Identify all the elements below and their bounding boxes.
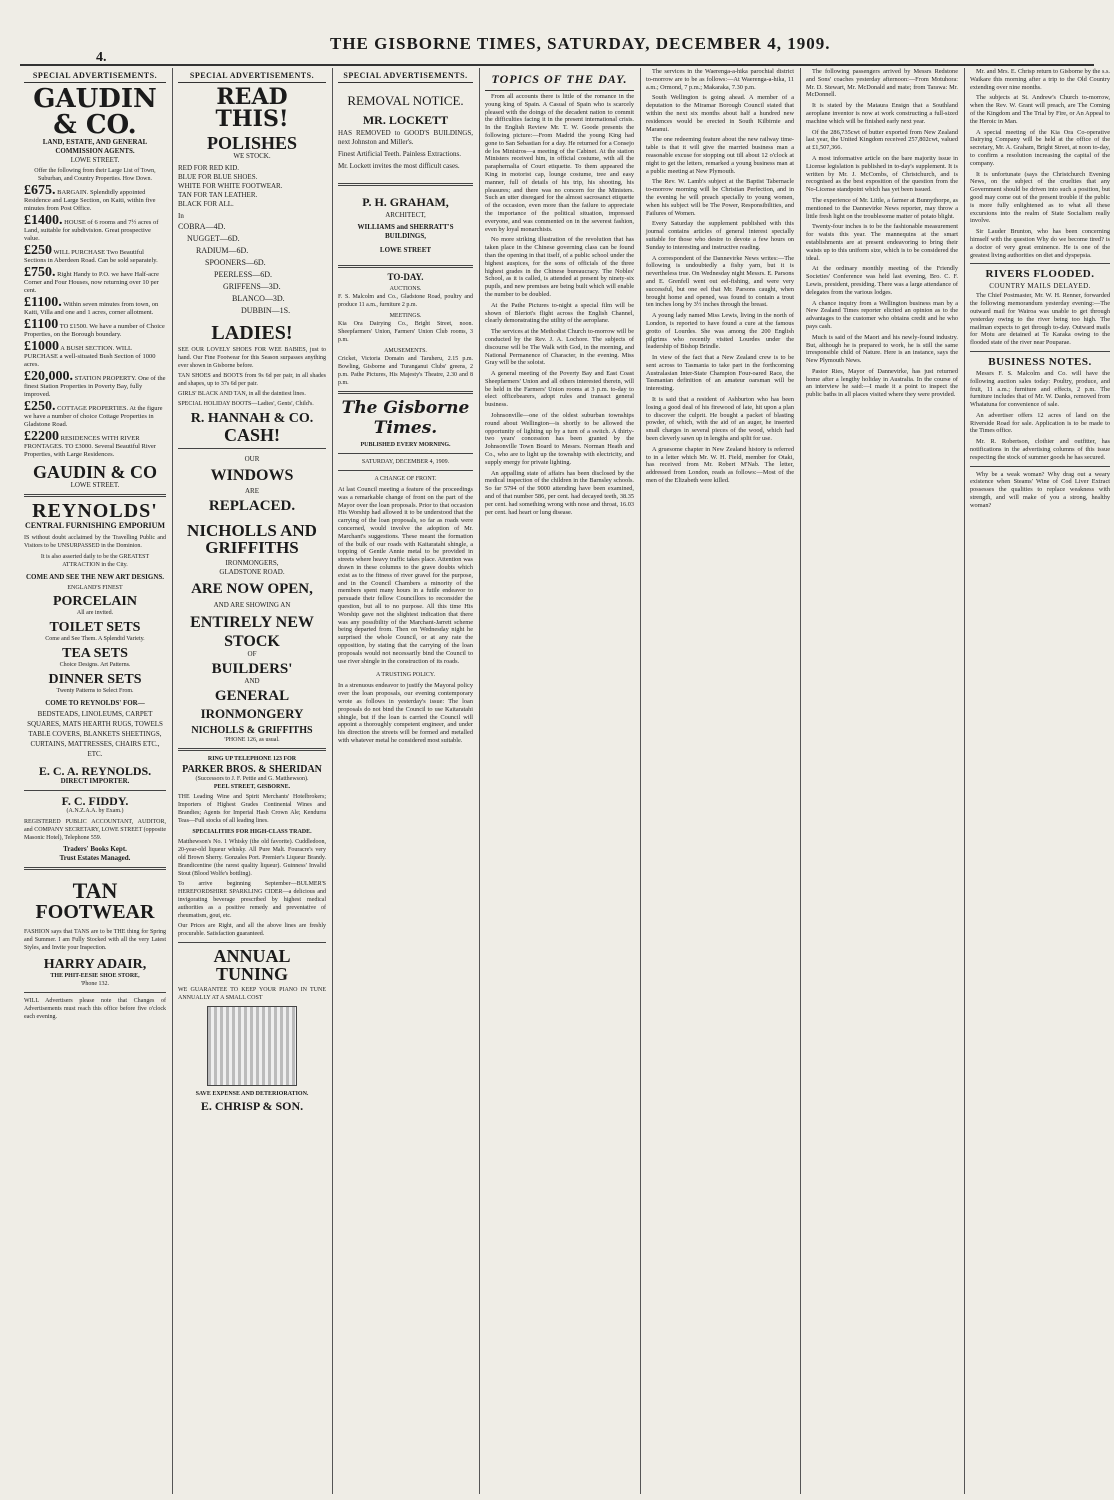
topics-article	[485, 93, 634, 516]
property-listing	[24, 369, 166, 399]
property-price: £1400.	[24, 213, 63, 228]
divider	[338, 391, 473, 394]
stock-lines	[178, 164, 326, 209]
divider	[338, 453, 473, 454]
lockett-text: Mr. Lockett invites the most difficult cases.	[338, 162, 460, 170]
news-paragraph: The one redeeming feature about the new railway time-table is that it will give the married business man a reasonable excuse for stopping out till about 12 o'clock at night to get the letters, remarked a young business man at a public meeting at New Plymouth.	[646, 136, 794, 175]
architect-label: ARCHITECT,	[385, 211, 426, 219]
fiddy-traders: Traders' Books Kept.	[63, 845, 127, 853]
adair-name: HARRY ADAIR,	[43, 957, 147, 972]
meetings-text: Kia Ora Dairying Co., Bright Street, noon. Sheepfarmers' Union, Farmers' Union Club rooms, 3 p.m.	[338, 321, 473, 343]
column-rule	[479, 68, 480, 1494]
tea-sub: Choice Designs. Art Patterns.	[59, 662, 131, 668]
gaudin-title: GAUDIN & CO.	[33, 84, 157, 140]
polish-item: PEERLESS—6D.	[214, 270, 273, 279]
topic-paragraph: No more striking illustration of the revolution that has taken place in the Chinese governing class can be found than the opening in that itself, of a public school under the highest auspices, for the sons of officials of the three highest grades in the Chinese bureaucracy. The Nobles' School, as it is called, is attended at present by ninety-six pupils, and new premises are being built which will enable the number to be doubled.	[485, 236, 634, 298]
property-price: £1000	[24, 339, 59, 354]
nicholls-heading: NICHOLLS AND GRIFFITHS	[187, 521, 317, 557]
ring-label: RING UP TELEPHONE 123 FOR	[207, 756, 297, 762]
today-heading: TO-DAY.	[387, 272, 424, 282]
gaudin-intro: Offer the following from their Large List of Town, Suburban, and Country Properties. How Down.	[34, 168, 156, 182]
news-paragraph: A chance inquiry from a Wellington business man by a New Zealand Times reporter elicited an opinion as to the advantages to the customer who obtains credit and he who pays cash.	[806, 299, 958, 330]
ladies-text: TAN SHOES and BOOTS from 9s 6d per pair, in all shades and shapes, up to 37s 6d per pair.	[178, 373, 326, 387]
hannah-name: R. HANNAH & CO.	[190, 411, 314, 426]
property-price: £2200	[24, 429, 59, 444]
annual-heading: ANNUAL	[213, 946, 291, 966]
ironmongery-heading: IRONMONGERY	[200, 706, 304, 721]
trust-title: A TRUSTING POLICY.	[376, 672, 435, 679]
news-paragraph: Twenty-four inches is to be the fashionable measurement for waists this year. The mannequins at the smart establishments are at present endeavoring to bring their waists up to this uniform size, which is to be considered the ideal.	[806, 223, 958, 262]
topic-paragraph: Johnsonville—one of the oldest suburban townships round about Wellington—is shortly to be allowed the opportunity of lighting up by a turn of a switch. A thirty-two years' concession has been granted by the Johnsonville Town Board to Messrs. Norman Heath and Co., who are to light up the township with electricity, and supply energy for private lighting.	[485, 412, 634, 466]
piano-illustration	[207, 1006, 297, 1086]
rivers-paragraph: The Chief Postmaster, Mr. W. H. Renner, forwarded the following memorandum yesterday evening:—The outward mail for Wairoa was unable to get through yesterday owing to the river being too high. The mailman expects to get through to-day. Outward mails for Motu are detained at Te Karaka owing to the flooded state of the river near Pouparae.	[970, 292, 1110, 347]
porcelain-heading: PORCELAIN	[52, 594, 137, 609]
property-text: A BUSH SECTION. WILL PURCHASE a well-situated Bush Section of 1000 acres.	[24, 345, 156, 368]
column-header: SPECIAL ADVERTISEMENTS.	[178, 68, 326, 83]
property-listing	[24, 243, 166, 265]
column-rule	[640, 68, 641, 1494]
property-text: COTTAGE PROPERTIES. At the figure we have a number of choice Cottage Properties in Gladstone Road.	[24, 405, 163, 428]
graham-name: P. H. GRAHAM,	[362, 195, 449, 209]
property-text: HOUSE of 6 rooms and 7½ acres of Land, suitable for subdivision. Great prospective value.	[24, 219, 159, 242]
entirely-heading: ENTIRELY NEW	[190, 614, 314, 631]
read-this-title: READ THIS!	[215, 84, 289, 132]
column-4	[481, 68, 638, 1494]
news-paragraph: A most informative article on the bare majority issue in License legislation is published in to-day's supplement. It is written by Mr. J. McCombs, of Christchurch, and is recognised as the best exposition of the question from the No-License standpoint which has yet been issued.	[806, 154, 958, 194]
adair-phone: 'Phone 132.	[80, 981, 110, 987]
news-paragraph: The Rev. W. Lamb's subject at the Baptist Tabernacle to-morrow morning will be Christian Perfection, and in the evening he will preach specially to young women, when his subject will be The Power, Responsibilities, and Failures of Women.	[646, 178, 794, 217]
parker-sub: (Successors to J. F. Pettie and G. Matthewson).	[195, 776, 309, 782]
lowe-label: LOWE STREET	[379, 246, 432, 254]
stock-line: RED FOR RED KID.	[178, 164, 240, 172]
column-6	[802, 68, 962, 1494]
polish-item: NUGGET—6D.	[187, 234, 240, 243]
masthead	[0, 0, 1114, 65]
general-heading: GENERAL	[214, 688, 290, 704]
rivers-subtitle: COUNTRY MAILS DELAYED.	[989, 282, 1091, 291]
tan-text: FASHION says that TANS are to be THE thing for Spring and Summer. I am Fully Stocked with all the very Latest Styles, and Invite your Inspection.	[24, 929, 166, 951]
divider	[970, 351, 1110, 352]
come-to: COME TO REYNOLDS' FOR—	[45, 699, 145, 707]
news-paragraph: Pastor Ries, Mayor of Dannevirke, has just returned home after a lengthy holiday in Australia. In the course of an interview he said:—I made it a point to inspect the public baths in all places visited where they were provided.	[806, 367, 958, 399]
column-rule	[800, 68, 801, 1494]
news-paragraph: In view of the fact that a New Zealand crew is to be sent across to Tasmania to take part in the forthcoming Australasian Inter-State Champion Four-oared Race, the Tasmanian definition of an amateur oarsman will be interesting.	[646, 354, 794, 393]
news-paragraph: At the ordinary monthly meeting of the Friendly Societies' Conference was held last evening, Bro. C. F. Lewis, president, presiding. There was a large attendance of delegates from the various lodges.	[806, 265, 958, 296]
property-price: £250	[24, 243, 52, 258]
showing-label: AND ARE SHOWING AN	[213, 601, 291, 609]
property-text: TO £1500. We have a number of Choice Properties, on the Borough boundary.	[24, 323, 165, 338]
topic-paragraph: A general meeting of the Poverty Bay and East Coast Sheepfarmers' Union and all others interested therein, will be held in the Farmers' Union rooms at 3 p.m. to-day to elect officebearers, adopt rules and transact general business.	[485, 370, 634, 409]
now-open-heading: ARE NOW OPEN,	[191, 581, 313, 597]
property-listing	[24, 429, 166, 459]
property-list	[24, 183, 166, 459]
trust-article: In a strenuous endeavor to justify the Mayoral policy over the loan proposals, our evening contemporary wrote as follows in yesterday's issue: The loan proposals do not bind the Council to use Kaitaratahi shingle, but if the loan is carried the Council will appoint a thoroughly competent engineer, and under his direction the streets will be formed and metalled with whatever metal he considered most suitable.	[338, 682, 473, 744]
column-rule	[172, 68, 173, 1494]
reynolds-intro: IS without doubt acclaimed by the Travelling Public and Visitors to be UNSURPASSED in the Dominion.	[24, 535, 166, 549]
reynolds-line: COME AND SEE THE NEW ART DESIGNS.	[25, 573, 165, 581]
property-price: £250.	[24, 399, 56, 414]
divider	[338, 470, 473, 471]
stock-line: BLUE FOR BLUE SHOES.	[178, 173, 258, 181]
divider	[338, 265, 473, 268]
stock-line: TAN FOR TAN LEATHER.	[178, 191, 258, 199]
news-paragraphs	[970, 68, 1110, 259]
polish-item: COBRA—4D.	[178, 222, 226, 231]
news-paragraph: A gruesome chapter in New Zealand history is referred to in a letter which Mr. W. H. Field, member for Otaki, has received from Mr. Robert M'Nab. The letter, addressed from London, reads as follows:—Most of the men of the Elizabeth were killed.	[646, 445, 794, 485]
windows-heading: WINDOWS	[210, 467, 294, 484]
meetings-heading: MEETINGS.	[389, 313, 422, 319]
weak-woman-ad	[970, 471, 1110, 510]
column-rule	[332, 68, 333, 1494]
business-paragraph: An advertiser offers 12 acres of land on the Riverside Road for sale. Application is to be made to the Times office.	[970, 411, 1110, 435]
business-paragraph: Messrs F. S. Malcolm and Co. will have the following auction sales today: Poultry, produce, and fruit, 11 a.m.; furniture and effects, 2 p.m. The furniture includes that of Mr. W. Danks, removed from Whatatuna for convenience of sale.	[970, 369, 1110, 409]
property-listing	[24, 295, 166, 317]
polish-item: DUBBIN—1S.	[241, 306, 291, 315]
ladies-text: GIRLS' BLACK AND TAN, in all the daintiest lines.	[178, 391, 306, 397]
property-text: Right Handy to P.O. we have Half-acre Corner and Four Houses, now returning over 10 per cent.	[24, 271, 159, 294]
polish-item: RADIUM—6D.	[196, 246, 249, 255]
polishes-title: POLISHES	[206, 133, 298, 153]
page-number: 4.	[96, 50, 107, 65]
ng-phone: 'PHONE 126, as usual.	[224, 737, 280, 743]
reynolds-role: DIRECT IMPORTER.	[60, 777, 130, 785]
property-text: RESIDENCES WITH RIVER FRONTAGES. TO £3000. Several Beautiful River Properties, with Large Residences.	[24, 435, 156, 458]
divider	[24, 494, 166, 497]
divider	[970, 466, 1110, 467]
polish-item: GRIFFENS—3D.	[223, 282, 281, 291]
gaudin-footer: GAUDIN & CO	[33, 462, 157, 482]
amusements-text: Cricket, Victoria Domain and Taruheru, 2.15 p.m. Bowling, Gisborne and Turanganui Clubs' greens, 2 p.m. Pathe Pictures, His Majesty's Theatre, 2.30 and 8 p.m.	[338, 356, 473, 386]
gaudin-footer-street: LOWE STREET.	[70, 481, 120, 489]
property-listing	[24, 183, 166, 213]
divider	[24, 867, 166, 870]
news-paragraph: Mr. and Mrs. E. Chrisp return to Gisborne by the s.s. Waikare this morning after a trip to the Old Country extending over nine months.	[970, 68, 1110, 91]
news-paragraph: Of the 286,735cwt of butter exported from New Zealand last year, the United Kingdom received 257,802cwt, valued at £1,507,366.	[806, 128, 958, 152]
news-paragraphs	[646, 68, 794, 485]
property-price: £1100	[24, 317, 59, 332]
advertisers-notice: WILL Advertisers please note that Changes of Advertisements must reach this office before five o'clock each evening.	[24, 998, 166, 1020]
polish-item: SPOONERS—6D.	[205, 258, 266, 267]
reynolds-line: ENGLAND'S FINEST	[67, 585, 123, 591]
reynolds-subtitle: CENTRAL FURNISHING EMPORIUM	[24, 521, 165, 530]
business-title: BUSINESS NOTES.	[988, 355, 1092, 368]
news-paragraph: Sir Lauder Brunton, who has been concerning himself with the question Why do we become tired? is a doctor of very great eminence. He is one of the greatest living authorities on diet and dyspepsia.	[970, 228, 1110, 259]
property-listing	[24, 317, 166, 339]
are-label: ARE	[245, 487, 259, 495]
dinner-sub: Twenty Patterns to Select From.	[56, 688, 134, 694]
property-text: Within seven minutes from town, on Kaiti, Villa and one and 1 acres, corner allotment.	[24, 301, 159, 316]
column-7	[966, 68, 1114, 1494]
parker-text: THE Leading Wine and Spirit Merchants' Hotelbrokers; Importers of Highest Grades Continental Wines and Brandies; Agents for Imperial Hash Crown Ale; Kendurra Teas—Full stocks of all leading lines.	[178, 794, 326, 824]
divider	[178, 748, 326, 751]
rivers-article	[970, 292, 1110, 347]
lockett-name: MR. LOCKETT	[362, 113, 449, 127]
ladies-title: LADIES!	[211, 322, 293, 344]
business-paragraph: Mr. R. Robertson, clothier and outfitter, has notifications in the advertising columns of this issue respecting the stock of summer goods he has secured.	[970, 438, 1110, 461]
parker-heading: PARKER BROS. & SHERIDAN	[182, 764, 322, 775]
ironmongers-label: IRONMONGERS,	[225, 559, 279, 567]
stock-line: WHITE FOR WHITE FOOTWEAR.	[178, 182, 283, 190]
reynolds-title: REYNOLDS'	[32, 500, 158, 522]
divider	[24, 790, 166, 791]
gaudin-street: LOWE STREET.	[70, 156, 120, 164]
stock-heading: STOCK	[224, 633, 280, 650]
stock-line: BLACK FOR ALL.	[178, 200, 234, 208]
and-label: AND	[244, 677, 260, 685]
tuning-text: WE GUARANTEE TO KEEP YOUR PIANO IN TUNE ANNUALLY AT A SMALL COST	[178, 987, 326, 1001]
dinner-heading: DINNER SETS	[48, 672, 142, 687]
adair-store: THE PHIT-EESIE SHOE STORE,	[50, 973, 140, 979]
property-price: £20,000.	[24, 369, 73, 384]
toilet-heading: TOILET SETS	[49, 620, 141, 635]
auctions-text: F. S. Malcolm and Co., Gladstone Road, poultry and produce 11 a.m., furniture 2 p.m.	[338, 294, 473, 308]
amusements-heading: AMUSEMENTS.	[384, 348, 427, 354]
builders-heading: BUILDERS'	[211, 661, 293, 677]
spec-text: To arrive beginning September—BULMER'S HEREFORDSHIRE SPARKLING CIDER—a delicious and invigorating beverage prescribed by highest medical authorities as a positive remedy and preventative of rheumatism, gout, etc.	[178, 881, 326, 919]
news-paragraph: The services in the Waerenga-a-hika parochial district to-morrow are to be as follows:—At Waerenga-a-hika, 11 a.m.; Ormond, 7 p.m.; Makaraka, 7.30 p.m.	[646, 68, 794, 91]
column-header: SPECIAL ADVERTISEMENTS.	[24, 68, 166, 83]
divider	[178, 942, 326, 943]
ad-paragraph: Why be a weak woman? Why drag out a weary existence when Steams' Wine of Cod Liver Extract possesses the qualities to replace weakness with strength, and will make of you a strong, healthy woman?	[970, 470, 1110, 509]
property-price: £1100.	[24, 295, 62, 310]
news-paragraph: Every Saturday the supplement published with this journal contains articles of general interest specially suitable for those who desire to devote a few hours on Sunday to interesting and instructive reading.	[646, 220, 794, 251]
nameplate: The Gisborne Times.	[341, 398, 470, 438]
property-text: WILL PURCHASE Two Beautiful Sections in Aberdeen Road. Can be sold separately.	[24, 249, 158, 264]
property-listing	[24, 213, 166, 243]
running-head: THE GISBORNE TIMES, SATURDAY, DECEMBER 4, 1909.	[330, 34, 831, 53]
topics-title: TOPICS OF THE DAY.	[485, 72, 634, 91]
column-5	[642, 68, 798, 1494]
chrisp-name: E. CHRISP & SON.	[200, 1099, 304, 1113]
reynolds-name: E. C. A. REYNOLDS.	[38, 764, 152, 778]
property-text: BARGAIN. Splendidly appointed Residence and Large Section, on Kaiti, within five minutes from Post Office.	[24, 189, 156, 212]
divider	[178, 448, 326, 449]
topic-paragraph: An appalling state of affairs has been disclosed by the medical inspection of the children in the Barnsley schools. So far 5794 of the 9000 attending have been examined, and of that number 586, per cent. had decayed teeth, 38.35 per cent. had something wrong with nose and throat, 16.03 per cent. had heart or lung disease.	[485, 469, 634, 516]
replaced-heading: REPLACED.	[208, 498, 296, 514]
business-article	[970, 370, 1110, 462]
property-price: £750.	[24, 265, 56, 280]
news-paragraph: A correspondent of the Dannevirke News writes:—The following is undoubtedly a fishy yarn, but it is nevertheless true. On Wednesday night Messrs. E. Parsons and E. Grenfell went out eel-fishing, and were very successful, but one eel that Mr. Parsons caught, when brought home and opened, was found to contain a trout ten inches long by 3½ inches through the breast.	[646, 254, 794, 309]
ladies-text: SEE OUR LOVELY SHOES FOR WEE BABIES, just to hand. Our Fine Footwear for this Season surpasses anything ever shown in Gisborne before.	[178, 347, 326, 369]
our-label: OUR	[244, 455, 260, 463]
in-label: In	[178, 212, 184, 220]
property-price: £675.	[24, 183, 56, 198]
news-paragraph: It is stated by the Mataura Ensign that a Southland aeroplane inventor is now at work constructing a full-sized machine which will be finished early next year.	[806, 102, 958, 125]
tuning-heading: TUNING	[215, 964, 288, 984]
top-rule	[20, 64, 1094, 66]
property-listing	[24, 265, 166, 295]
we-stock: WE STOCK.	[233, 152, 271, 160]
topic-paragraph: The services at the Methodist Church to-morrow will be conducted by the Rev. J. A. Lochore. The subjects of discourse will be The Walk with God, in the morning, and National Permanence of Character, in the evening. Miss Gray will be the soloist.	[485, 328, 634, 367]
divider	[970, 263, 1110, 264]
news-paragraph: The experience of Mr. Little, a farmer at Bunnythorpe, as mentioned to the Dannevirke News reporter, may throw a little fresh light on the troublesome matter of potato blight.	[806, 196, 958, 220]
news-paragraph: It is said that a resident of Ashburton who has been losing a good deal of his firewood of late, hit upon a plan to discover the culprit. He bought a packet of blasting powder, of which, with the aid of an auger, he inserted small charges in several pieces of the wood, which had been cleverly sawn up in lengths and split for use.	[646, 396, 794, 443]
fiddy-name: F. C. FIDDY.	[61, 794, 129, 808]
lockett-text: HAS REMOVED to GOOD'S BUILDINGS, next Johnston and Miller's.	[338, 129, 473, 146]
column-rule	[964, 68, 965, 1494]
front-title: A CHANGE OF FRONT.	[374, 476, 437, 482]
news-paragraph: South Wellington is going ahead. A member of a deputation to the Miramar Borough Council stated that within the next six months about half a hundred new residences would be erected in South Kilbirnie and Maranui.	[646, 94, 794, 133]
news-paragraph: Much is said of the Maori and his newly-found industry. But, although he is prepared to work, he is still the same irresponsible child of Nature. Here is an instance, says the New Plymouth News.	[806, 333, 958, 365]
topic-paragraph: At the Pathe Pictures to-night a special film will be shown of Bleriot's flight across the English Channel, clearly demonstrating the utility of the aeroplane.	[485, 301, 634, 325]
property-listing	[24, 339, 166, 369]
news-paragraph: A young lady named Miss Lewis, living in the north of London, is reported to have found a cure at the famous grotto of Lourdes. She was among the 200 English pilgrims who recently visited Lourdes under the leadership of Bishop Brindle.	[646, 312, 794, 351]
news-paragraphs	[806, 68, 958, 399]
column-3	[334, 68, 477, 1494]
property-text: STATION PROPERTY. One of the finest Station Properties in Poverty Bay, fully improved.	[24, 375, 166, 398]
goods-list: BEDSTEADS, LINOLEUMS, CARPET SQUARES, MATS HEARTH RUGS, TOWELS TABLE COVERS, BLANKETS SHEETINGS, CURTAINS, MATTRESSES, CHAIRS ETC., ETC.	[27, 710, 163, 758]
fiddy-sub: (A.N.Z.A.A. by Exam.)	[66, 808, 124, 814]
topic-paragraph: From all accounts there is little of the romance in the young king of Spain. A Casual of Spain who is scarcely pleased with the doings of the decadent nation to commit the difficulties facing it in the present international crisis. In the English Review Mr. T. W. Goode presents the following picture:—From Madrid the young King had gone to San Sebastian for a day. He returned for a Consejo de los Ministros—a meeting of the Cabinet. At the station Ministers received him, in official costume, with all the paraphernalia of Court etiquette. To them appeared the King in motorist cap, lounge costume, tree and easy manner, full of details of his trip, his shooting, his pleasures; and there was no concern for the Ministers. Such an utter disregard for the almost sacrosanct etiquette of the occasion, even more than the failure to appreciate the importance of the political situation, impressed everyone, and was commented on in the severest fashion, even by loyal monarchists.	[485, 93, 634, 233]
published-label: PUBLISHED EVERY MORNING.	[360, 442, 451, 448]
gaudin-subtitle: LAND, ESTATE, AND GENERAL COMMISSION AGENTS.	[42, 138, 148, 155]
toilet-sub: Come and See Them. A Splendid Variety.	[45, 636, 145, 642]
fiddy-trust: Trust Estates Managed.	[59, 854, 131, 862]
rivers-title: RIVERS FLOODED.	[985, 268, 1095, 281]
column-1	[20, 68, 170, 1494]
footwear-title: FOOTWEAR	[35, 901, 155, 923]
news-paragraph: The following passengers arrived by Messrs Redstone and Sons' coaches yesterday afternoon:—From Motuhora: Mr. D. Stewart, Mr. McDonald and mate; from Tarawa: Mr. McDonnell.	[806, 68, 958, 99]
of-label: OF	[247, 650, 257, 658]
news-paragraph: The subjects at St. Andrew's Church to-morrow, when the Rev. W. Grant will preach, are The Coming of the Kingdom and The Trial by Fire, or An Appeal to the Heroic in Man.	[970, 94, 1110, 125]
spec-text: Matthewson's No. 1 Whisky (the old favorite). Cuddledoon, 20-year-old liqueur whisky. All Pure Malt. Fouracre's very old Brown Sherry. Gonzales Port. Premier's Liqueur Brandy. Brandicentine (the rarest quality liqueur). Guinness' Invalid Stout (Blood Wolfe's bottling).	[178, 839, 326, 877]
save-label: SAVE EXPENSE AND DETERIORATION.	[195, 1091, 309, 1097]
divider	[338, 183, 473, 186]
fiddy-text: REGISTERED PUBLIC ACCOUNTANT, AUDITOR, and COMPANY SECRETARY, LOWE STREET (opposite Masonic Hotel), Telephone 559.	[24, 819, 166, 841]
removal-heading: REMOVAL NOTICE.	[347, 93, 464, 108]
polish-list	[178, 221, 326, 317]
lockett-text: Finest Artificial Teeth. Painless Extractions.	[338, 150, 462, 158]
porcelain-sub: All are invited.	[76, 610, 114, 616]
front-article: At last Council meeting a feature of the proceedings was a remarkable change of front on the part of the Mayor over the loan proposals. Prior to that occasion His Worship had allowed it to be understood that the carrying of the loan proposals, so far as roads were concerned, would involve the adoption of Mr. Marchant's suggestions. These meant the formation of the bulk of our roads with Kaitaratahi shingle, a topping of Gentle Annie metal to be provided in streets where heavy traffic takes place. Attention was drawn in these columns to the grave doubts which exist as to the fitness of river gravel for the purpose, and in the Council Chambers a minority of the members spent many hours in a futile endeavor to persuade their fellow Councillors to reconsider the question, but all to no purpose. All this time His Worship gave not the slightest indication that there was any possibility of the Marchant-Jarrett scheme being departed from. Then on Wednesday night he surprised the whole Council, or at any rate the opposition, by stating that the carrying of the loan proposals would not necessarily bind the Council to use river shingle in the construction of its roads.	[338, 486, 473, 665]
polish-item: BLANCO—3D.	[232, 294, 285, 303]
column-2	[174, 68, 330, 1494]
tea-heading: TEA SETS	[62, 646, 128, 661]
tan-title: TAN	[72, 878, 118, 903]
ladies-text: SPECIAL HOLIDAY BOOTS—Ladies', Gents', Child's.	[178, 401, 314, 407]
news-paragraph: A special meeting of the Kia Ora Co-operative Dairying Company will be held at the office of the secretary, Mr. A. Graham, Bright Street, at noon to-day, to confirm a resolution increasing the capital of the company.	[970, 128, 1110, 167]
divider	[24, 992, 166, 993]
cash-heading: CASH!	[223, 425, 280, 445]
news-paragraph: It is unfortunate (says the Christchurch Evening News, on the subject of the cruelties that any Government should be driven into such a position, but good may come out of the present trouble if the public is more fully enlightened as to what all these excursions into the realm of State Socialism really involve.	[970, 170, 1110, 225]
peel-label: PEEL STREET, GISBORNE.	[213, 784, 291, 790]
williams-label: WILLIAMS and SHERRATT'S BUILDINGS,	[357, 223, 454, 240]
spec-text: Our Prices are Right, and all the above lines are freshly procurable. Satisfaction guaranteed.	[178, 923, 326, 937]
property-listing	[24, 399, 166, 429]
auctions-heading: AUCTIONS.	[389, 286, 422, 292]
reynolds-line: It is also asserted daily to be the GREATEST ATTRACTION in the City.	[40, 554, 150, 568]
specialities-heading: SPECIALITIES FOR HIGH-CLASS TRADE.	[192, 829, 312, 835]
gladstone-label: GLADSTONE ROAD.	[219, 568, 285, 576]
column-header: SPECIAL ADVERTISEMENTS.	[338, 68, 473, 83]
dateline: SATURDAY, DECEMBER 4, 1909.	[361, 459, 450, 465]
ng-footer: NICHOLLS & GRIFFITHS	[191, 725, 313, 736]
